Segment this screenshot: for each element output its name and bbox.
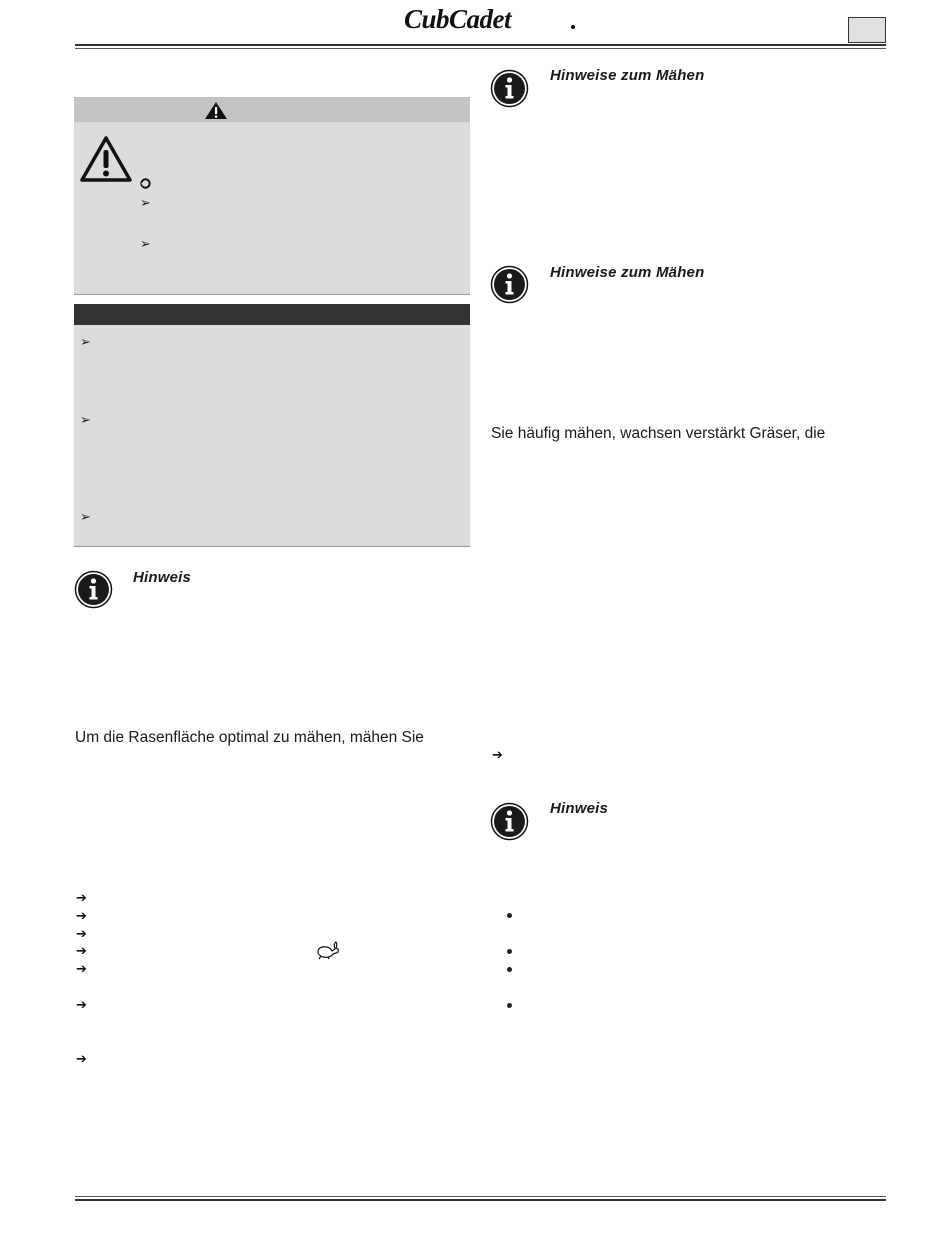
- logo-registered-dot: [571, 25, 575, 29]
- rabbit-icon: [315, 940, 341, 960]
- arrow-right-icon: ➔: [76, 891, 87, 906]
- arrow-right-icon: ➔: [76, 962, 87, 977]
- warning-box: [74, 97, 470, 295]
- arrowhead-icon: ➢: [140, 196, 151, 211]
- page-number-box: [848, 17, 886, 43]
- arrow-right-icon: ➔: [76, 944, 87, 959]
- arrow-right-icon: ➔: [76, 909, 87, 924]
- action-circle-icon: [140, 176, 151, 194]
- body-text: Sie häufig mähen, wachsen verstärkt Gräser, die: [491, 425, 826, 442]
- cub-cadet-logo: CubCadet: [404, 4, 512, 34]
- arrowhead-icon: ➢: [80, 335, 91, 350]
- header-rule-thin: [75, 48, 886, 49]
- footer-rule-thin: [75, 1196, 886, 1197]
- body-text: Um die Rasenfläche optimal zu mähen, mähen Sie: [75, 729, 424, 746]
- note-title: Hinweis: [133, 569, 192, 586]
- arrowhead-icon: ➢: [140, 237, 151, 252]
- arrow-right-icon: ➔: [76, 1052, 87, 1067]
- warning-triangle-icon: [80, 135, 132, 183]
- footer-rule: [75, 1199, 886, 1201]
- info-icon: [490, 802, 529, 841]
- info-icon: [74, 570, 113, 609]
- note-title: Hinweis: [550, 800, 609, 817]
- note-title-mowing: Hinweise zum Mähen: [550, 264, 705, 281]
- header-rule: [75, 44, 886, 46]
- warning-header: [74, 98, 470, 122]
- list-bullet: [507, 949, 512, 954]
- arrow-right-icon: ➔: [76, 998, 87, 1013]
- info-icon: [490, 69, 529, 108]
- arrow-right-icon: ➔: [76, 927, 87, 942]
- info-icon: [490, 265, 529, 304]
- arrowhead-icon: ➢: [80, 413, 91, 428]
- list-bullet: [507, 1003, 512, 1008]
- arrow-right-icon: ➔: [492, 748, 503, 763]
- warning-triangle-icon: [204, 101, 228, 120]
- list-bullet: [507, 967, 512, 972]
- arrowhead-icon: ➢: [80, 510, 91, 525]
- note-title-mowing: Hinweise zum Mähen: [550, 67, 705, 84]
- hazard-box: [74, 304, 470, 547]
- list-bullet: [507, 913, 512, 918]
- hazard-header: [74, 304, 470, 325]
